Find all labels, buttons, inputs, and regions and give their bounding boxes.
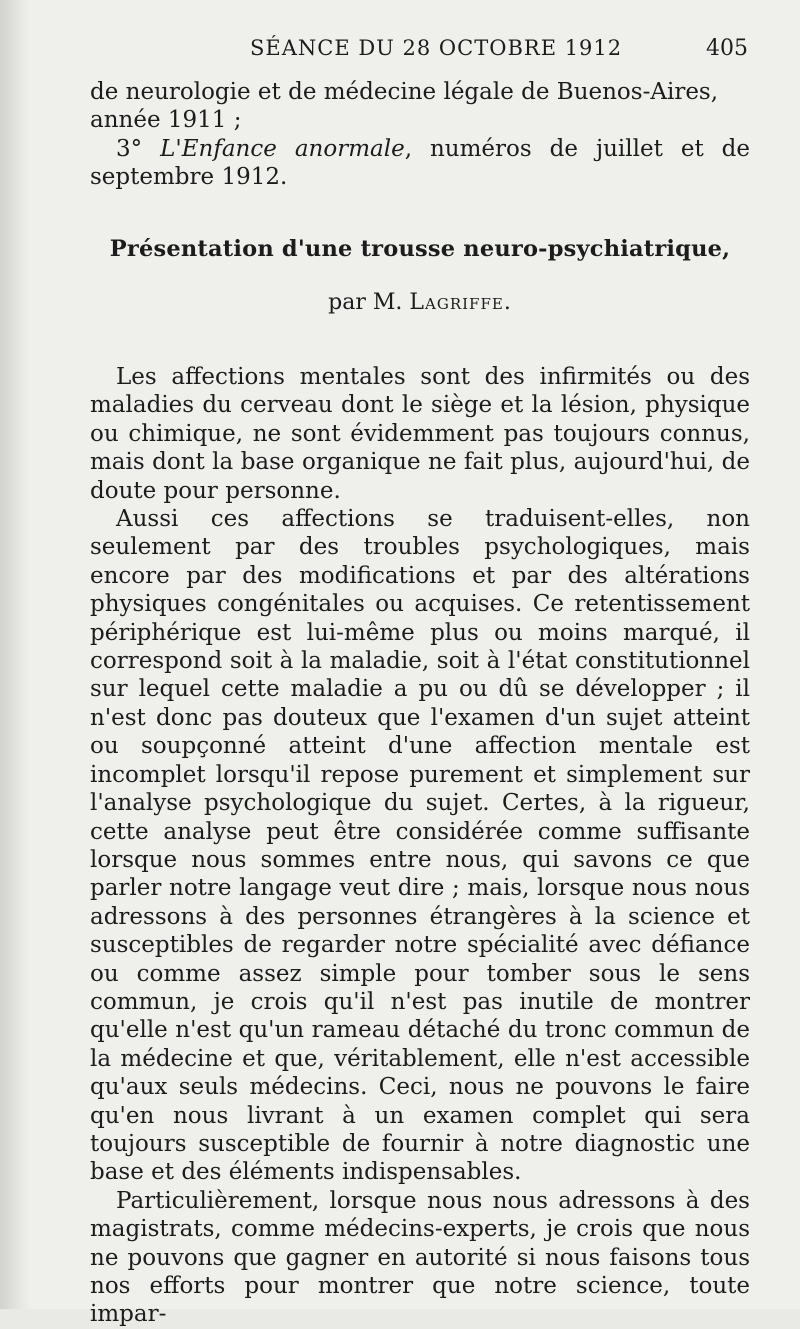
- intro-item: [90, 135, 750, 192]
- paragraph: Aussi ces affections se traduisent-elles, non seulement par des troubles psychologiques, mais encore par des modifications et par des altérations physiques congénitales ou acquises. Ce retentissement périphérique est lui-même plus ou moins marqué, il correspond soit à la maladie, soit à l'état constitutionnel sur lequel cette maladie a pu ou dû se développer ; il n'est donc pas douteux que l'examen d'un sujet atteint ou soupçonné atteint d'une affection mentale est incomplet lorsqu'il repose purement et simplement sur l'analyse psychologique du sujet. Certes, à la rigueur, cette analyse peut être considérée comme suffisante lorsque nous sommes entre nous, qui savons ce que parler notre langage veut dire ; mais, lorsque nous nous adressons à des personnes étrangères à la science et susceptibles de regarder notre spécialité avec défiance ou comme assez simple pour tomber sous le sens commun, je crois qu'il n'est pas inutile de montrer qu'elle n'est qu'un rameau détaché du tronc commun de la médecine et que, véritablement, elle n'est accessible qu'aux seuls médecins. Ceci, nous ne pouvons le faire qu'en nous livrant à un examen complet qui sera toujours susceptible de fournir à notre diagnostic une base et des éléments indispensables.: [90, 506, 750, 1186]
- body-text: [90, 363, 750, 1329]
- intro-block: [90, 78, 750, 192]
- author-prefix: par M.: [328, 290, 403, 315]
- author-name: Lagriffe.: [409, 290, 512, 315]
- page-number: 405: [706, 36, 748, 61]
- intro-line-1: de neurologie et de médecine légale de Buenos-Aires,: [90, 79, 719, 105]
- running-header: [90, 36, 748, 61]
- article-title: Présentation d'une trousse neuro-psychiatrique,: [109, 236, 731, 262]
- gutter-shadow: [0, 0, 30, 1309]
- item-title: L'Enfance anormale: [160, 135, 405, 162]
- article-author: [90, 290, 750, 315]
- item-number: 3°: [116, 135, 143, 162]
- running-title: SÉANCE DU 28 OCTOBRE 1912: [250, 36, 623, 60]
- intro-line-2: année 1911 ;: [90, 107, 242, 134]
- paragraph: Particulièrement, lorsque nous nous adressons à des magistrats, comme médecins-experts, je crois que nous ne pouvons que gagner en autorité si nous faisons tous nos efforts pour montrer que notre science, toute impar-: [90, 1187, 750, 1328]
- paragraph: Les affections mentales sont des infirmités ou des maladies du cerveau dont le siège et la lésion, physique ou chimique, ne sont évidemment pas toujours connus, mais dont la base organique ne fait plus, aujourd'hui, de doute pour personne.: [90, 364, 750, 504]
- item-rest: , numéros de juillet et de septembre 1912.: [90, 135, 750, 191]
